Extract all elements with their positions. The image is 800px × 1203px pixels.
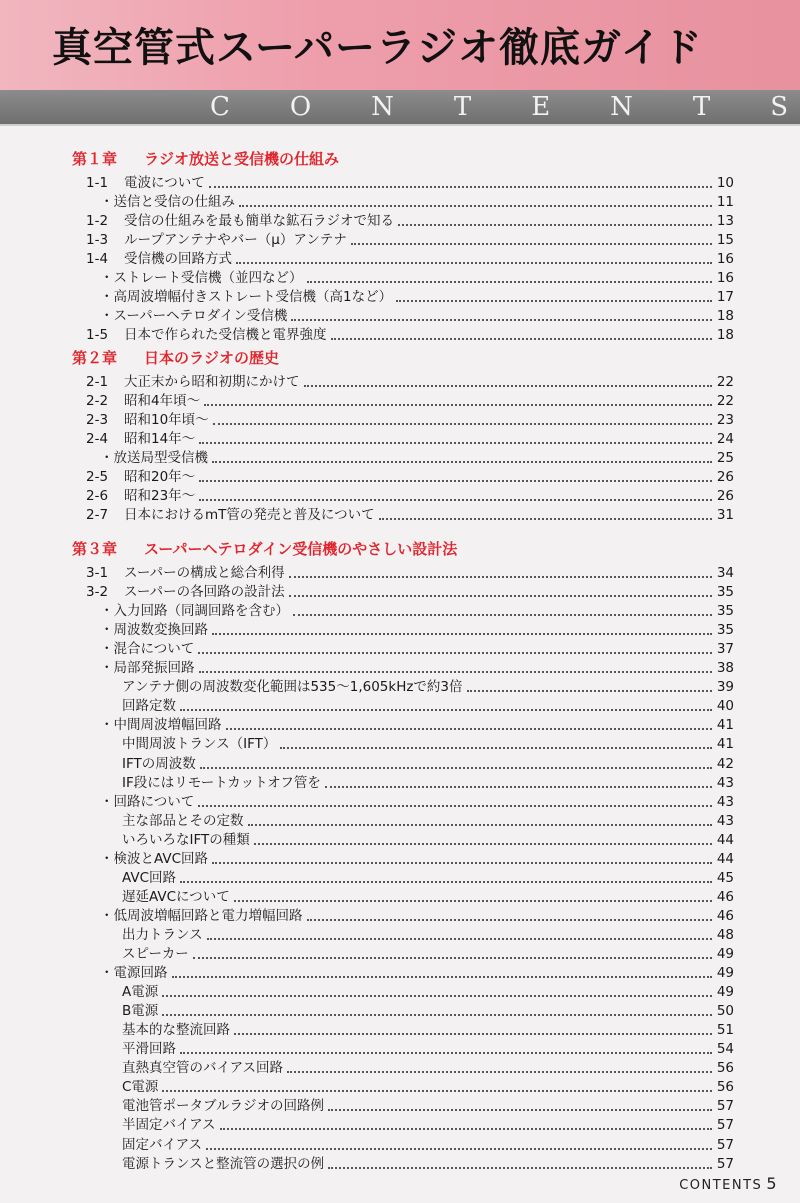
entry-page: 51 (716, 1022, 734, 1039)
entry-page: 38 (716, 660, 734, 677)
entry-page: 42 (716, 755, 734, 772)
toc-entry[interactable] (122, 831, 734, 850)
entry-title: ・高周波増幅付きストレート受信機（高1など） (100, 289, 393, 306)
leader-dots (209, 186, 712, 188)
leader-dots (162, 1090, 712, 1092)
entry-title: いろいろなIFTの種類 (122, 831, 250, 848)
contents-letter: N (610, 92, 633, 122)
entry-title: 受信機の回路方式 (124, 251, 232, 268)
entry-page: 22 (716, 393, 734, 410)
entry-title: C電源 (122, 1079, 159, 1096)
entry-page: 56 (716, 1079, 734, 1096)
chapter-heading (72, 538, 457, 560)
section-number: 3-2 (86, 584, 109, 601)
toc-entry[interactable] (100, 850, 734, 869)
toc-entry[interactable] (122, 1155, 734, 1174)
page-number: 5 (766, 1174, 778, 1193)
entry-page: 23 (716, 412, 734, 429)
toc-entry[interactable] (122, 888, 734, 907)
entry-page: 11 (716, 194, 734, 211)
contents-letter: N (371, 92, 394, 122)
leader-dots (396, 300, 712, 302)
toc-entry[interactable] (86, 430, 734, 449)
entry-title: 固定バイアス (122, 1136, 203, 1153)
section-number: 2-1 (86, 374, 109, 390)
entry-page: 24 (716, 431, 734, 448)
entry-title: 遅延AVCについて (122, 888, 230, 905)
toc-entry[interactable] (122, 1002, 734, 1021)
leader-dots (254, 843, 712, 845)
toc-entry[interactable] (86, 231, 734, 250)
entry-title: 大正末から昭和初期にかけて (124, 374, 300, 390)
chapter-number: 第１章 (72, 150, 118, 168)
entry-page: 57 (716, 1155, 734, 1172)
chapter-title: スーパーヘテロダイン受信機のやさしい設計法 (144, 540, 458, 558)
book-title: 真空管式スーパーラジオ徹底ガイド (52, 25, 703, 71)
entry-page: 46 (716, 888, 734, 905)
leader-dots (293, 614, 712, 616)
entry-page: 57 (716, 1136, 734, 1153)
entry-title: 昭和23年～ (124, 488, 196, 505)
page-footer (679, 1174, 778, 1193)
chapter-number: 第２章 (72, 349, 118, 367)
leader-dots (207, 938, 712, 940)
toc-entry[interactable] (100, 621, 734, 640)
leader-dots (199, 499, 712, 501)
leader-dots (304, 385, 713, 387)
section-number: 2-2 (86, 393, 109, 410)
leader-dots (200, 767, 712, 769)
toc-entry[interactable] (122, 983, 734, 1002)
leader-dots (213, 423, 712, 425)
toc-entry[interactable] (86, 212, 734, 231)
chapter-number: 第３章 (72, 540, 118, 558)
toc-entry[interactable] (122, 869, 734, 888)
section-number: 3-1 (86, 565, 109, 581)
toc-entry[interactable] (100, 640, 734, 659)
contents-letter: E (531, 92, 551, 122)
entry-page: 44 (716, 831, 734, 848)
toc-entry[interactable] (86, 174, 734, 193)
footer-label: CONTENTS (679, 1178, 763, 1193)
leader-dots (307, 919, 713, 921)
section-number: 1-3 (86, 232, 109, 249)
entry-page: 54 (716, 1041, 734, 1058)
toc-entry[interactable] (100, 659, 734, 678)
entry-page: 43 (716, 812, 734, 829)
entry-title: IF段にはリモートカットオフ管を (122, 774, 321, 791)
contents-letter: O (289, 92, 312, 122)
entry-page: 49 (716, 984, 734, 1001)
entry-title: ・局部発振回路 (100, 660, 195, 677)
toc-entry[interactable] (100, 288, 734, 307)
toc-entry[interactable] (122, 1136, 734, 1155)
entry-title: AVC回路 (122, 869, 177, 886)
leader-dots (220, 1128, 712, 1130)
contents-bar (0, 90, 800, 126)
leader-dots (193, 957, 712, 959)
leader-dots (328, 1167, 712, 1169)
toc-entry[interactable] (122, 1116, 734, 1135)
entry-title: 昭和14年～ (124, 431, 196, 448)
toc-entry[interactable] (122, 1059, 734, 1078)
entry-title: ・検波とAVC回路 (100, 850, 209, 867)
entry-title: ・送信と受信の仕組み (100, 194, 235, 211)
toc-entry[interactable] (100, 269, 734, 288)
leader-dots (234, 900, 712, 902)
section-number: 2-3 (86, 412, 109, 429)
entry-page: 16 (716, 251, 734, 268)
entry-page: 18 (716, 308, 734, 325)
toc-entry[interactable] (86, 411, 734, 430)
leader-dots (162, 995, 712, 997)
entry-title: 半固定バイアス (122, 1117, 216, 1134)
entry-title: 昭和20年～ (124, 469, 196, 486)
entry-page: 40 (716, 698, 734, 715)
entry-page: 15 (716, 232, 734, 249)
entry-title: ・低周波増幅回路と電力増幅回路 (100, 907, 303, 924)
contents-letter: T (453, 92, 472, 122)
entry-page: 50 (716, 1003, 734, 1020)
leader-dots (248, 824, 713, 826)
chapter-title: ラジオ放送と受信機の仕組み (144, 150, 340, 168)
leader-dots (198, 805, 712, 807)
entry-title: A電源 (122, 984, 159, 1001)
leader-dots (379, 518, 712, 520)
entry-page: 22 (716, 374, 734, 390)
section-number: 2-5 (86, 469, 109, 486)
entry-title: スーパーの各回路の設計法 (124, 584, 285, 601)
entry-page: 46 (716, 907, 734, 924)
entry-page: 57 (716, 1098, 734, 1115)
entry-title: ・放送局型受信機 (100, 450, 208, 467)
entry-title: ・回路について (100, 793, 195, 810)
entry-page: 57 (716, 1117, 734, 1134)
entry-title: 基本的な整流回路 (122, 1022, 230, 1039)
entry-page: 35 (716, 584, 734, 601)
toc-entry[interactable] (86, 250, 734, 269)
leader-dots (467, 690, 712, 692)
entry-page: 18 (716, 327, 734, 344)
section-number: 1-5 (86, 327, 109, 344)
entry-page: 31 (716, 507, 734, 524)
entry-page: 48 (716, 926, 734, 943)
toc-entry[interactable] (100, 449, 734, 468)
entry-title: 電源トランスと整流管の選択の例 (122, 1155, 325, 1172)
leader-dots (206, 1148, 712, 1150)
entry-page: 56 (716, 1060, 734, 1077)
toc-entry[interactable] (100, 716, 734, 735)
toc-entry[interactable] (122, 926, 734, 945)
leader-dots (199, 442, 712, 444)
toc-entry[interactable] (122, 735, 734, 754)
leader-dots (328, 1109, 712, 1111)
leader-dots (351, 243, 712, 245)
entry-title: アンテナ側の周波数変化範囲は535～1,605kHzで約3倍 (122, 679, 463, 696)
leader-dots (162, 1014, 712, 1016)
toc-entry[interactable] (86, 487, 734, 506)
entry-title: 昭和4年頃～ (124, 393, 201, 410)
toc-entry[interactable] (86, 583, 734, 602)
entry-title: ・スーパーヘテロダイン受信機 (100, 308, 288, 325)
entry-title: 昭和10年頃～ (124, 412, 209, 429)
entry-page: 43 (716, 793, 734, 810)
contents-heading (0, 90, 800, 124)
leader-dots (172, 976, 713, 978)
toc-entry[interactable] (100, 964, 734, 983)
toc-entry[interactable] (100, 793, 734, 812)
toc-entry[interactable] (86, 373, 734, 392)
entry-title: 日本におけるmT管の発売と普及について (124, 507, 375, 524)
leader-dots (180, 1052, 712, 1054)
contents-letter: T (692, 92, 711, 122)
toc-entry[interactable] (86, 326, 734, 345)
leader-dots (287, 1071, 712, 1073)
leader-dots (280, 747, 712, 749)
section-number: 2-6 (86, 488, 109, 505)
leader-dots (331, 338, 713, 340)
entry-page: 39 (716, 679, 734, 696)
leader-dots (325, 786, 712, 788)
leader-dots (198, 652, 712, 654)
entry-page: 37 (716, 641, 734, 658)
entry-title: 主な部品とその定数 (122, 812, 244, 829)
section-number: 2-4 (86, 431, 109, 448)
toc-entry[interactable] (100, 193, 734, 212)
entry-title: 中間周波トランス（IFT） (122, 736, 277, 753)
toc-entry[interactable] (122, 697, 734, 716)
leader-dots (307, 281, 713, 283)
entry-page: 45 (716, 869, 734, 886)
leader-dots (234, 1033, 712, 1035)
entry-page: 43 (716, 774, 734, 791)
entry-title: ・入力回路（同調回路を含む） (100, 603, 289, 620)
toc-entry[interactable] (86, 506, 734, 525)
toc-entry[interactable] (122, 945, 734, 964)
toc-entry[interactable] (100, 907, 734, 926)
toc-entry[interactable] (100, 602, 734, 621)
leader-dots (239, 205, 712, 207)
entry-page: 41 (716, 736, 734, 753)
section-number: 1-4 (86, 251, 109, 268)
entry-title: 受信の仕組みを最も簡単な鉱石ラジオで知る (124, 213, 394, 230)
toc-entry[interactable] (122, 1097, 734, 1116)
entry-title: ・周波数変換回路 (100, 622, 208, 639)
leader-dots (398, 224, 712, 226)
leader-dots (226, 728, 713, 730)
toc-entry[interactable] (86, 468, 734, 487)
toc-entry[interactable] (122, 678, 734, 697)
entry-title: 出力トランス (122, 926, 203, 943)
entry-page: 26 (716, 488, 734, 505)
entry-page: 25 (716, 450, 734, 467)
entry-title: スピーカー (122, 946, 189, 962)
entry-page: 35 (716, 603, 734, 620)
entry-page: 26 (716, 469, 734, 486)
entry-page: 10 (716, 175, 734, 191)
section-number: 2-7 (86, 507, 109, 524)
leader-dots (291, 319, 712, 321)
leader-dots (289, 576, 712, 578)
toc-entry[interactable] (86, 564, 734, 583)
contents-letter: S (770, 92, 788, 122)
entry-title: 日本で作られた受信機と電界強度 (124, 327, 327, 344)
toc-entry[interactable] (86, 392, 734, 411)
entry-title: 平滑回路 (122, 1041, 176, 1058)
leader-dots (212, 862, 712, 864)
chapter-heading (72, 347, 279, 369)
chapter-title: 日本のラジオの歴史 (144, 349, 280, 367)
toc-entry[interactable] (122, 755, 734, 774)
leader-dots (289, 595, 712, 597)
entry-title: B電源 (122, 1003, 159, 1020)
contents-letter: C (210, 92, 230, 122)
entry-title: ループアンテナやバー（μ）アンテナ (124, 232, 347, 249)
entry-page: 41 (716, 717, 734, 734)
toc-entry[interactable] (100, 307, 734, 326)
entry-title: 回路定数 (122, 698, 176, 715)
entry-page: 49 (716, 946, 734, 962)
entry-page: 34 (716, 565, 734, 581)
toc-entry[interactable] (122, 1040, 734, 1059)
entry-page: 13 (716, 213, 734, 230)
entry-page: 16 (716, 270, 734, 287)
leader-dots (212, 633, 712, 635)
entry-title: スーパーの構成と総合利得 (124, 565, 285, 581)
leader-dots (204, 404, 712, 406)
toc-entry[interactable] (122, 1078, 734, 1097)
entry-title: 直熱真空管のバイアス回路 (122, 1060, 284, 1077)
leader-dots (180, 881, 712, 883)
entry-page: 35 (716, 622, 734, 639)
leader-dots (199, 480, 712, 482)
entry-page: 17 (716, 289, 734, 306)
entry-title: ・電源回路 (100, 965, 168, 982)
toc-entry[interactable] (122, 812, 734, 831)
leader-dots (199, 671, 713, 673)
entry-title: 電池管ポータブルラジオの回路例 (122, 1098, 324, 1115)
entry-title: IFTの周波数 (122, 755, 196, 772)
entry-title: ・中間周波増幅回路 (100, 717, 222, 734)
leader-dots (236, 262, 712, 264)
entry-title: ・ストレート受信機（並四など） (100, 270, 303, 287)
chapter-heading (72, 148, 339, 170)
section-number: 1-1 (86, 175, 109, 191)
toc-entry[interactable] (122, 774, 734, 793)
leader-dots (212, 461, 712, 463)
entry-title: ・混合について (100, 641, 195, 658)
leader-dots (180, 709, 712, 711)
entry-page: 44 (716, 850, 734, 867)
toc-entry[interactable] (122, 1021, 734, 1040)
section-number: 1-2 (86, 213, 109, 230)
entry-title: 電波について (124, 175, 205, 191)
entry-page: 49 (716, 965, 734, 982)
